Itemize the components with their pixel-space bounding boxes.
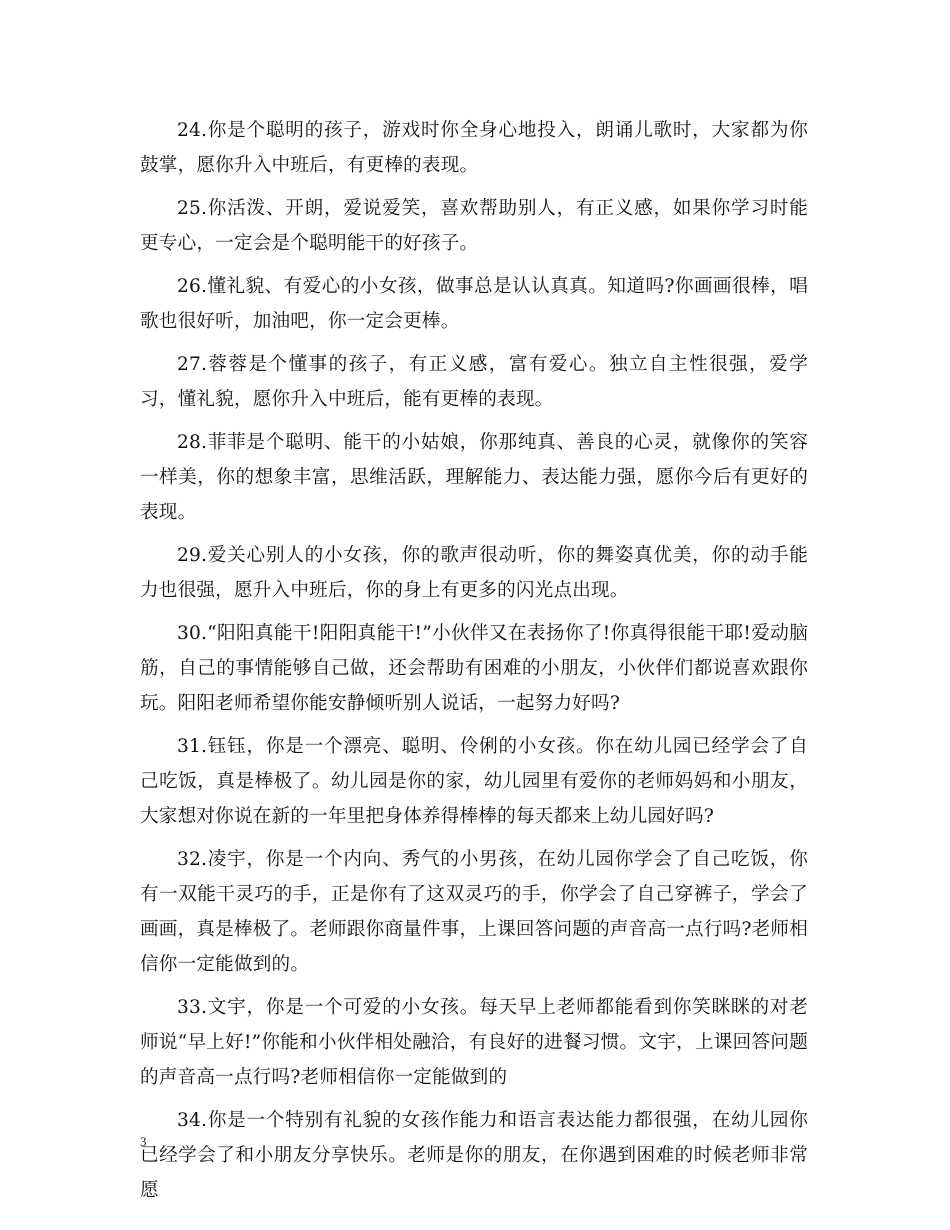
paragraph-34: 34.你是一个特别有礼貌的女孩作能力和语言表达能力都很强，在幼儿园你已经学会了和小朋友分享快乐。老师是你的朋友，在你遇到困难的时候老师非常愿 (140, 1110, 808, 1201)
paragraph-26: 26.懂礼貌、有爱心的小女孩，做事总是认认真真。知道吗?你画画很棒，唱歌也很好听，加油吧，你一定会更棒。 (140, 276, 808, 332)
paragraph-27: 27.蓉蓉是个懂事的孩子，有正义感，富有爱心。独立自主性很强，爱学习，懂礼貌，愿你升入中班后，能有更棒的表现。 (140, 354, 808, 410)
document-body (140, 113, 808, 1216)
page-number: 3 (140, 1134, 147, 1149)
paragraph-33: 33.文宇，你是一个可爱的小女孩。每天早上老师都能看到你笑眯眯的对老师说“早上好!”你能和小伙伴相处融洽，有良好的进餐习惯。文宇，上课回答问题的声音高一点行吗?老师相信你一定能做到的 (140, 997, 808, 1088)
paragraph-28: 28.菲菲是个聪明、能干的小姑娘，你那纯真、善良的心灵，就像你的笑容一样美，你的想象丰富，思维活跃，理解能力、表达能力强，愿你今后有更好的表现。 (140, 432, 808, 523)
paragraph-24: 24.你是个聪明的孩子，游戏时你全身心地投入，朗诵儿歌时，大家都为你鼓掌，愿你升入中班后，有更棒的表现。 (140, 120, 808, 176)
paragraph-31: 31.钰钰，你是一个漂亮、聪明、伶俐的小女孩。你在幼儿园已经学会了自己吃饭，真是棒极了。幼儿园是你的家，幼儿园里有爱你的老师妈妈和小朋友，大家想对你说在新的一年里把身体养得棒棒的每天都来上幼儿园好吗? (140, 736, 808, 827)
paragraph-25: 25.你活泼、开朗，爱说爱笑，喜欢帮助别人，有正义感，如果你学习时能更专心，一定会是个聪明能干的好孩子。 (140, 198, 808, 254)
paragraph-29: 29.爱关心别人的小女孩，你的歌声很动听，你的舞姿真优美，你的动手能力也很强，愿升入中班后，你的身上有更多的闪光点出现。 (140, 545, 808, 601)
paragraph-30: 30.“阳阳真能干!阳阳真能干!”小伙伴又在表扬你了!你真得很能干耶!爱动脑筋，自己的事情能够自己做，还会帮助有困难的小朋友，小伙伴们都说喜欢跟你玩。阳阳老师希望你能安静倾听别人说话，一起努力好吗? (140, 623, 808, 714)
paragraph-32: 32.凌宇，你是一个内向、秀气的小男孩，在幼儿园你学会了自己吃饭，你有一双能干灵巧的手，正是你有了这双灵巧的手，你学会了自己穿裤子，学会了画画，真是棒极了。老师跟你商量件事，上课回答问题的声音高一点行吗?老师相信你一定能做到的。 (140, 849, 808, 975)
